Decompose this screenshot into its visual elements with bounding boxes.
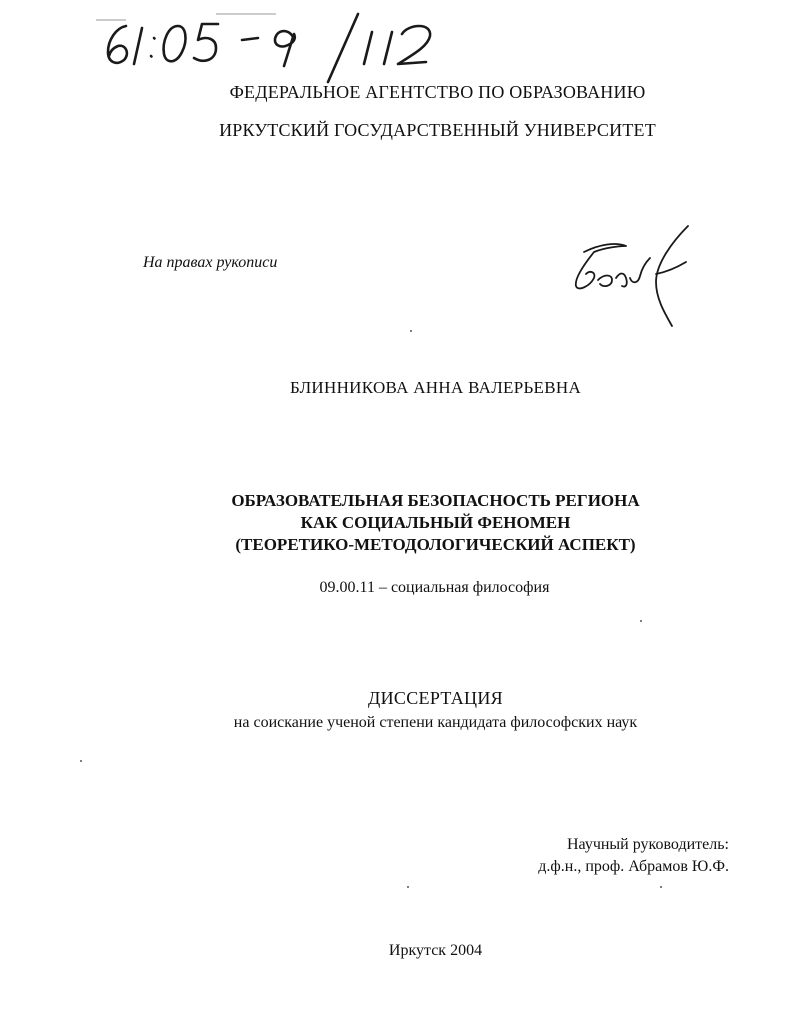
title-line-3: (ТЕОРЕТИКО-МЕТОДОЛОГИЧЕСКИЙ АСПЕКТ) (235, 535, 636, 554)
agency-name: ФЕДЕРАЛЬНОЕ АГЕНТСТВО ПО ОБРАЗОВАНИЮ (229, 82, 646, 102)
university-name: ИРКУТСКИЙ ГОСУДАРСТВЕННЫЙ УНИВЕРСИТЕТ (219, 120, 656, 140)
scan-speck (80, 760, 82, 762)
title-line-1: ОБРАЗОВАТЕЛЬНАЯ БЕЗОПАСНОСТЬ РЕГИОНА (231, 491, 640, 510)
supervisor-name: д.ф.н., проф. Абрамов Ю.Ф. (538, 858, 729, 875)
handwritten-archive-number (96, 0, 456, 84)
dissertation-title (38, 490, 795, 556)
scan-speck (410, 330, 412, 332)
specialty-code: 09.00.11 – социальная философия (319, 579, 550, 596)
degree-line: на соискание ученой степени кандидата философских наук (233, 714, 638, 731)
title-line-2: КАК СОЦИАЛЬНЫЙ ФЕНОМЕН (300, 513, 571, 532)
scan-speck (660, 886, 662, 888)
scan-speck (640, 620, 642, 622)
supervisor-label: Научный руководитель: (566, 836, 729, 853)
manuscript-rights-note: На правах рукописи (143, 254, 278, 271)
supervisor-block (538, 834, 729, 878)
city-and-year: Иркутск 2004 (388, 942, 483, 959)
archive-number-drawing (96, 0, 456, 84)
author-name: БЛИННИКОВА АННА ВАЛЕРЬЕВНА (289, 378, 582, 397)
signature-drawing (560, 222, 690, 332)
handwritten-signature (560, 222, 690, 332)
archive-number-text: 61:05-9/112 (96, 0, 103, 1)
scan-speck (407, 886, 409, 888)
document-type: ДИССЕРТАЦИЯ (368, 688, 503, 708)
